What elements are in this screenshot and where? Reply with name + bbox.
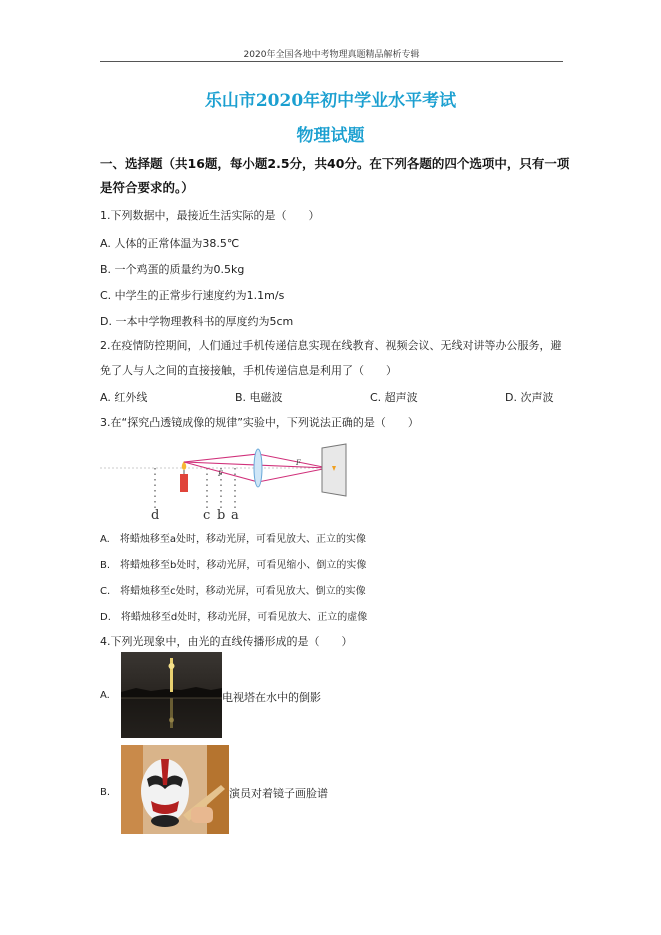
- q2-option-d: D. 次声波: [505, 391, 554, 404]
- q2-option-b: B. 电磁波: [235, 391, 283, 404]
- q3-option-a: A. 将蜡烛移至a处时，移动光屏，可看见放大、正立的实像: [100, 534, 366, 545]
- section-heading: 一、选择题（共16题，每小题2.5分，共40分。在下列各题的四个选项中，只有一项是符合要求的。）: [100, 156, 570, 195]
- label-b: b: [217, 508, 226, 520]
- q4-option-a-text: 电视塔在水中的倒影: [222, 691, 321, 704]
- q2-option-c: C. 超声波: [370, 391, 418, 404]
- label-c: c: [203, 508, 211, 520]
- candle-body: [180, 474, 188, 492]
- q4-stem: 4.下列光现象中，由光的直线传播形成的是（ ）: [100, 635, 353, 648]
- q3-option-d: D. 将蜡烛移至d处时，移动光屏，可看见放大、正立的虚像: [100, 612, 368, 623]
- label-d: d: [151, 508, 160, 520]
- q1-option-a: A. 人体的正常体温为38.5℃: [100, 237, 240, 250]
- lens-diagram: [100, 440, 350, 520]
- q3-option-b: B. 将蜡烛移至b处时，移动光屏，可看见缩小、倒立的实像: [100, 560, 367, 571]
- page-header: 2020年全国各地中考物理真题精品解析专辑: [243, 50, 420, 60]
- focal-label-left: F: [218, 470, 223, 478]
- q3-stem: 3.在“探究凸透镜成像的规律”实验中，下列说法正确的是（ ）: [100, 416, 419, 429]
- q2-option-a: A. 红外线: [100, 391, 148, 404]
- opera-makeup-photo: [121, 745, 229, 834]
- q4-option-a-letter: A.: [100, 690, 110, 701]
- q1-option-d: D. 一本中学物理教科书的厚度约为5cm: [100, 315, 294, 328]
- tv-tower-reflection-photo: [121, 652, 222, 738]
- exam-subtitle: 物理试题: [296, 126, 365, 146]
- header-rule: [100, 61, 563, 62]
- q4-option-b-letter: B.: [100, 787, 111, 798]
- q1-option-b: B. 一个鸡蛋的质量约为0.5kg: [100, 263, 245, 276]
- label-a: a: [231, 508, 239, 520]
- q1-option-c: C. 中学生的正常步行速度约为1.1m/s: [100, 289, 285, 302]
- q4-option-b-text: 演员对着镜子画脸谱: [229, 787, 328, 800]
- convex-lens: [254, 449, 262, 487]
- q1-stem: 1.下列数据中，最接近生活实际的是（ ）: [100, 209, 320, 222]
- q2-stem: 2.在疫情防控期间，人们通过手机传递信息实现在线教育、视频会议、无线对讲等办公服务，避免了人与人之间的直接接触，手机传递信息是利用了（ ）: [100, 339, 562, 377]
- exam-title: 乐山市2020年初中学业水平考试: [204, 91, 457, 111]
- focal-label-right: F: [296, 459, 301, 467]
- q3-option-c: C. 将蜡烛移至c处时，移动光屏，可看见放大、倒立的实像: [100, 586, 366, 597]
